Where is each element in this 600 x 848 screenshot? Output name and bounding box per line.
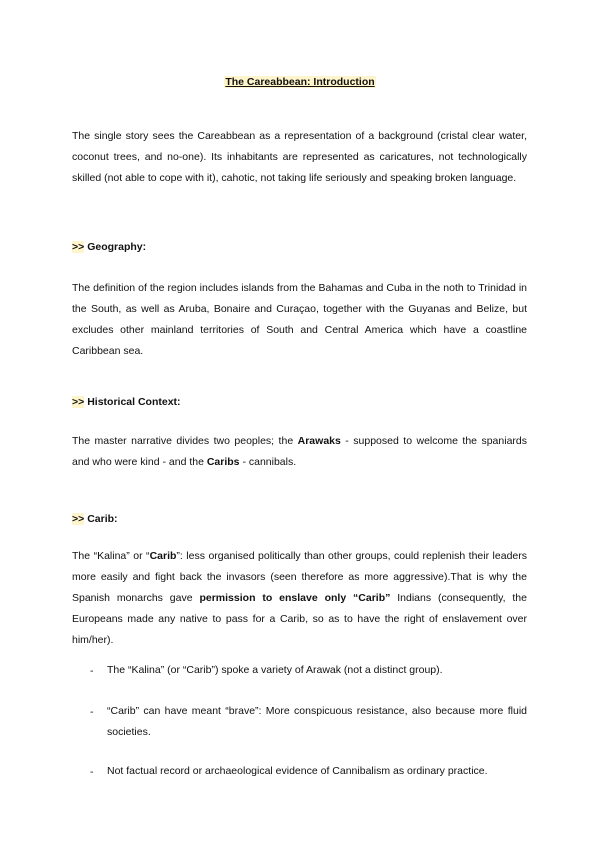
bullet-item: The “Kalina” (or “Carib”) spoke a variety of Arawak (not a distinct group). [107, 664, 443, 676]
carib-heading-text: Carib: [87, 513, 118, 525]
historical-text-3: - cannibals. [239, 456, 297, 468]
carib-term: Carib [149, 550, 177, 562]
geography-heading [72, 241, 146, 253]
carib-text-2: ”: less organised politically than other groups, could replenish their leaders more easily and fight back the invasors (seen therefore as more aggressive).That is why the Spanish monarchs gave [72, 550, 527, 604]
historical-heading [72, 396, 181, 408]
carib-text-3: Indians (consequently, the Europeans made any native to pass for a Carib, so as to have the right of enslavement over him/her). [72, 592, 527, 646]
caribs-term: Caribs [206, 456, 240, 468]
carib-marker: >> [72, 513, 85, 525]
arawaks-term: Arawaks [297, 435, 341, 447]
bullet-item: Not factual record or archaeological evidence of Cannibalism as ordinary practice. [107, 765, 488, 777]
bullet-item: “Carib” can have meant “brave”: More conspicuous resistance, also because more fluid societies. [107, 705, 527, 738]
geography-paragraph: The definition of the region includes islands from the Bahamas and Cuba in the noth to Trinidad in the South, as well as Aruba, Bonaire and Curaçao, together with the Guyanas and Belize, but excludes other mainland territories of South and Central America which have a coastline Caribbean sea. [72, 282, 527, 357]
historical-marker: >> [72, 396, 85, 408]
historical-heading-text: Historical Context: [87, 396, 181, 408]
carib-paragraph [72, 546, 527, 651]
geography-marker: >> [72, 241, 85, 253]
geography-heading-text: Geography: [87, 241, 147, 253]
bullet-marker: - [90, 706, 94, 718]
bullet-marker: - [90, 766, 94, 778]
historical-text-2: - supposed to welcome the spaniards and who were kind - and the [72, 435, 527, 468]
title-text: The Careabbean: Introduction [225, 76, 375, 88]
carib-heading [72, 513, 118, 525]
historical-paragraph [72, 431, 527, 473]
bullet-marker: - [90, 665, 94, 677]
intro-paragraph: The single story sees the Careabbean as a representation of a background (cristal clear water, coconut trees, and no-one). Its inhabitants are represented as caricatures, not technologically skilled (not able to cope with it), cahotic, not taking life seriously and speaking broken language. [72, 130, 527, 184]
enslave-permission-phrase: permission to enslave only “Carib” [199, 592, 391, 604]
document-title [0, 72, 600, 90]
historical-text-1: The master narrative divides two peoples; the [72, 435, 298, 447]
carib-text-1: The “Kalina” or “ [72, 550, 150, 562]
